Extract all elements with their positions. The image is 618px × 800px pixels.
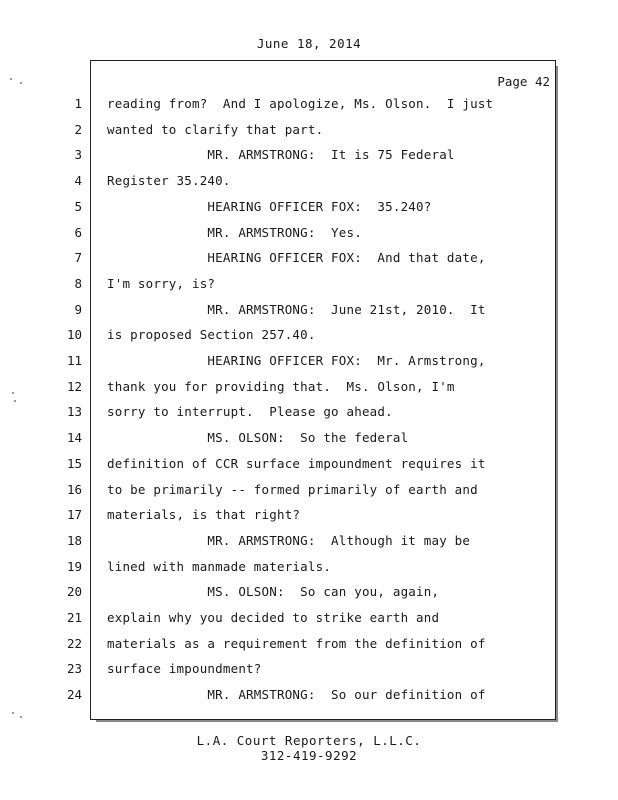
line-text: I'm sorry, is? (107, 276, 216, 291)
line-number: 21 (66, 610, 82, 625)
line-text: HEARING OFFICER FOX: And that date, (107, 250, 486, 265)
line-number: 20 (66, 584, 82, 599)
scan-speck (14, 400, 16, 402)
scan-speck (20, 82, 22, 84)
line-number: 6 (74, 225, 82, 240)
line-text: definition of CCR surface impoundment requires it (107, 456, 486, 471)
line-text: surface impoundment? (107, 661, 262, 676)
line-number: 18 (66, 533, 82, 548)
line-number: 1 (74, 96, 82, 111)
line-number: 24 (66, 687, 82, 702)
line-text: MS. OLSON: So the federal (107, 430, 409, 445)
line-text: MR. ARMSTRONG: Although it may be (107, 533, 471, 548)
line-number: 22 (66, 636, 82, 651)
line-text: lined with manmade materials. (107, 559, 332, 574)
line-number: 9 (74, 302, 82, 317)
line-number: 11 (66, 353, 82, 368)
line-text: HEARING OFFICER FOX: Mr. Armstrong, (107, 353, 486, 368)
line-number: 10 (66, 327, 82, 342)
page-number: Page 42 (497, 74, 550, 89)
footer-phone: 312-419-9292 (260, 748, 358, 763)
line-text: sorry to interrupt. Please go ahead. (107, 404, 393, 419)
line-text: MS. OLSON: So can you, again, (107, 584, 440, 599)
transcript-date: June 18, 2014 (256, 36, 362, 51)
line-number: 7 (74, 250, 82, 265)
line-number: 5 (74, 199, 82, 214)
line-number: 23 (66, 661, 82, 676)
line-text: materials as a requirement from the definition of (107, 636, 486, 651)
line-text: is proposed Section 257.40. (107, 327, 316, 342)
scan-speck (12, 392, 14, 394)
line-number: 3 (74, 147, 82, 162)
line-text: materials, is that right? (107, 507, 301, 522)
line-text: MR. ARMSTRONG: It is 75 Federal (107, 147, 455, 162)
line-number: 2 (74, 122, 82, 137)
line-number: 4 (74, 173, 82, 188)
line-number: 17 (66, 507, 82, 522)
scan-speck (12, 712, 14, 714)
line-text: MR. ARMSTRONG: June 21st, 2010. It (107, 302, 486, 317)
line-text: explain why you decided to strike earth and (107, 610, 440, 625)
line-text: to be primarily -- formed primarily of earth and (107, 482, 478, 497)
line-text: MR. ARMSTRONG: Yes. (107, 225, 362, 240)
line-number: 13 (66, 404, 82, 419)
line-number: 16 (66, 482, 82, 497)
scan-speck (10, 78, 12, 80)
frame-shadow-right (556, 66, 558, 722)
line-number: 14 (66, 430, 82, 445)
line-number: 8 (74, 276, 82, 291)
line-number: 19 (66, 559, 82, 574)
frame-shadow-bottom (96, 720, 558, 722)
line-text: reading from? And I apologize, Ms. Olson. I just (107, 96, 494, 111)
line-number: 12 (66, 379, 82, 394)
line-text: HEARING OFFICER FOX: 35.240? (107, 199, 432, 214)
line-text: thank you for providing that. Ms. Olson, I'm (107, 379, 455, 394)
line-text: MR. ARMSTRONG: So our definition of (107, 687, 486, 702)
scan-speck (20, 716, 22, 718)
footer-company: L.A. Court Reporters, L.L.C. (196, 733, 422, 748)
line-text: wanted to clarify that part. (107, 122, 324, 137)
line-text: Register 35.240. (107, 173, 231, 188)
line-number: 15 (66, 456, 82, 471)
